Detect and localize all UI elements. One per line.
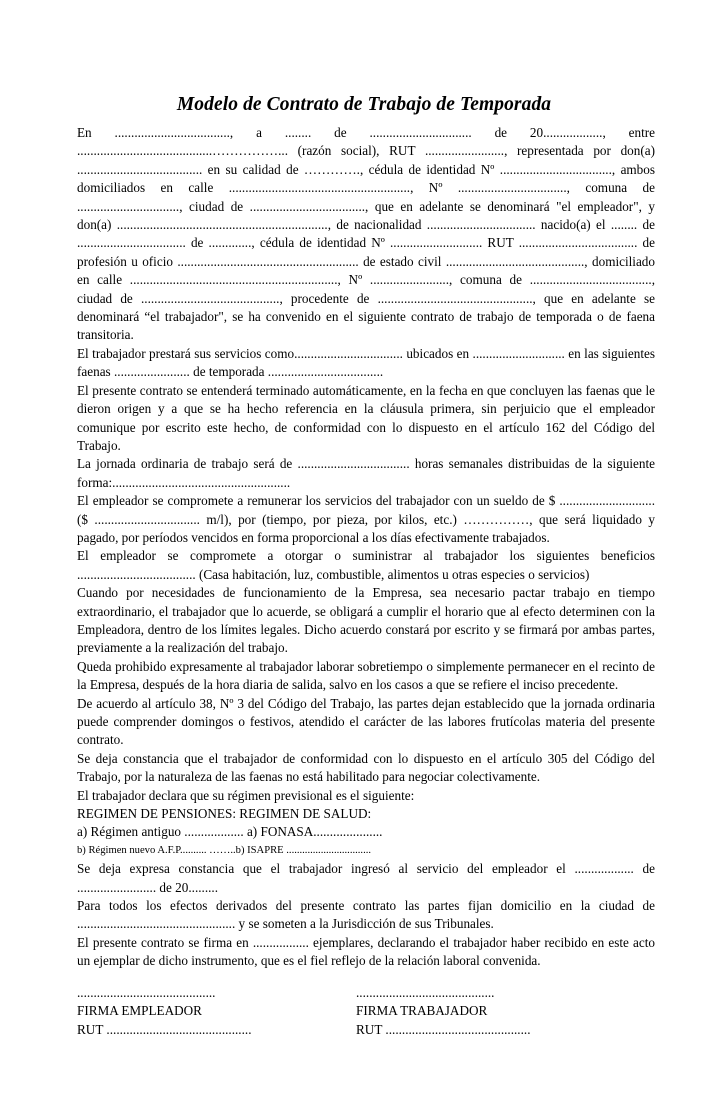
services-paragraph: El trabajador prestará sus servicios como................................. ubicados en ............................ en las siguientes faenas ....................... de temporada ................................... [77, 345, 655, 380]
employer-signature-label: FIRMA EMPLEADOR [77, 1003, 202, 1019]
worker-rut: RUT ............................................ [356, 1021, 531, 1037]
working-hours-paragraph: La jornada ordinaria de trabajo será de .................................. horas semanales distribuidas de la siguiente forma:...................................................... [77, 456, 655, 490]
contract-body [77, 124, 655, 971]
termination-paragraph: El presente contrato se entenderá terminado automáticamente, en la fecha en que concluyen las faenas que le dieron origen y a que se ha hecho referencia en la cláusula primera, sin perjuicio que el empleador comunique por escrito este hecho, de conformidad con lo dispuesto en el artículo 162 del Código del Trabajo. [77, 382, 655, 453]
domicile-paragraph: Para todos los efectos derivados del presente contrato las partes fijan domicilio en la ciudad de ................................................ y se someten a la Jurisdicción de sus Tribunales. [77, 898, 655, 932]
prohibition-paragraph: Queda prohibido expresamente al trabajador laborar sobretiempo o simplemente permanecer en el recinto de la Empresa, después de la hora diaria de salida, salvo en los casos a que se refiere el inciso precedente. [77, 658, 655, 693]
benefits-paragraph: El empleador se compromete a otorgar o suministrar al trabajador los siguientes beneficios .................................... (Casa habitación, luz, combustible, alimentos u otras especies o servicios) [77, 548, 655, 582]
worker-signature-line: .......................................... [356, 985, 495, 1000]
regime-headings: REGIMEN DE PENSIONES: REGIMEN DE SALUD: [77, 806, 372, 822]
worker-signature-block [356, 984, 596, 1039]
sundays-paragraph: De acuerdo al artículo 38, Nº 3 del Código del Trabajo, las partes dejan establecido que la jornada ordinaria puede comprender domingos o festivos, atendido el carácter de las labores frutícolas materia del presente contrato. [77, 695, 655, 748]
start-date-paragraph: Se deja expresa constancia que el trabajador ingresó al servicio del empleador el .................. de ........................ de 20......... [77, 861, 655, 895]
contract-parties-paragraph: En ..................................., a ........ de ............................... de 20.................., entre .........................................……………... (razón social), RUT ........................, representada por don(a) ...................................... en su calidad de …………., cédula de identidad Nº .................................., ambos domiciliados en calle ......................................................., Nº ................................., comuna de ..............................., ciudad de ..................................., que en adelante se denominará "el empleador", y don(a) ................................................................, de nacionalidad ................................. nacido(a) el ........ de ................................. de ............., cédula de identidad Nº ............................ RUT .................................... de profesión u oficio ....................................................... de estado civil .........................................., domiciliado en calle ..............................................................., Nº ........................, comuna de ....................................., ciudad de .........................................., procedente de ..............................................., que en adelante se denominará “el trabajador", se ha convenido en el siguiente contrato de trabajo de temporada o de faena transitoria. [77, 125, 655, 343]
salary-paragraph: El empleador se compromete a remunerar los servicios del trabajador con un sueldo de $ ............................. ($ ................................ m/l), por (tiempo, por pieza, por kilos, etc.) ……………, que será liquidado y pagado, por períodos vencidos en forma proporcional a los días efectivamente trabajados. [77, 493, 655, 545]
worker-signature-label: FIRMA TRABAJADOR [356, 1003, 488, 1019]
collective-bargaining-paragraph: Se deja constancia que el trabajador de conformidad con lo dispuesto en el artículo 305 del Código del Trabajo, por la naturaleza de las faenas no está habilitado para negociar colectivamente. [77, 750, 655, 785]
regime-new-line: b) Régimen nuevo A.F.P.......... ……..b) ISAPRE ................................ [77, 844, 372, 856]
pension-declaration-paragraph: El trabajador declara que su régimen previsional es el siguiente: [77, 787, 415, 803]
copies-paragraph: El presente contrato se firma en ................. ejemplares, declarando el trabajador haber recibido en este acto un ejemplar de dicho instrumento, que es el fiel reflejo de la relación laboral convenida. [77, 934, 655, 969]
overtime-paragraph: Cuando por necesidades de funcionamiento de la Empresa, sea necesario pactar trabajo en tiempo extraordinario, el trabajador que lo acuerde, se obligará a cumplir el horario que al efecto determinen con la Empleadora, dentro de los límites legales. Dicho acuerdo constará por escrito y se firmará por ambas partes, previamente a la realización del trabajo. [77, 585, 655, 656]
document-title: Modelo de Contrato de Trabajo de Temporada [176, 94, 552, 115]
regime-old-line: a) Régimen antiguo .................. a) FONASA..................... [77, 824, 383, 840]
employer-signature-block [77, 984, 317, 1039]
employer-signature-line: .......................................... [77, 985, 216, 1000]
employer-rut: RUT ............................................ [77, 1021, 252, 1037]
